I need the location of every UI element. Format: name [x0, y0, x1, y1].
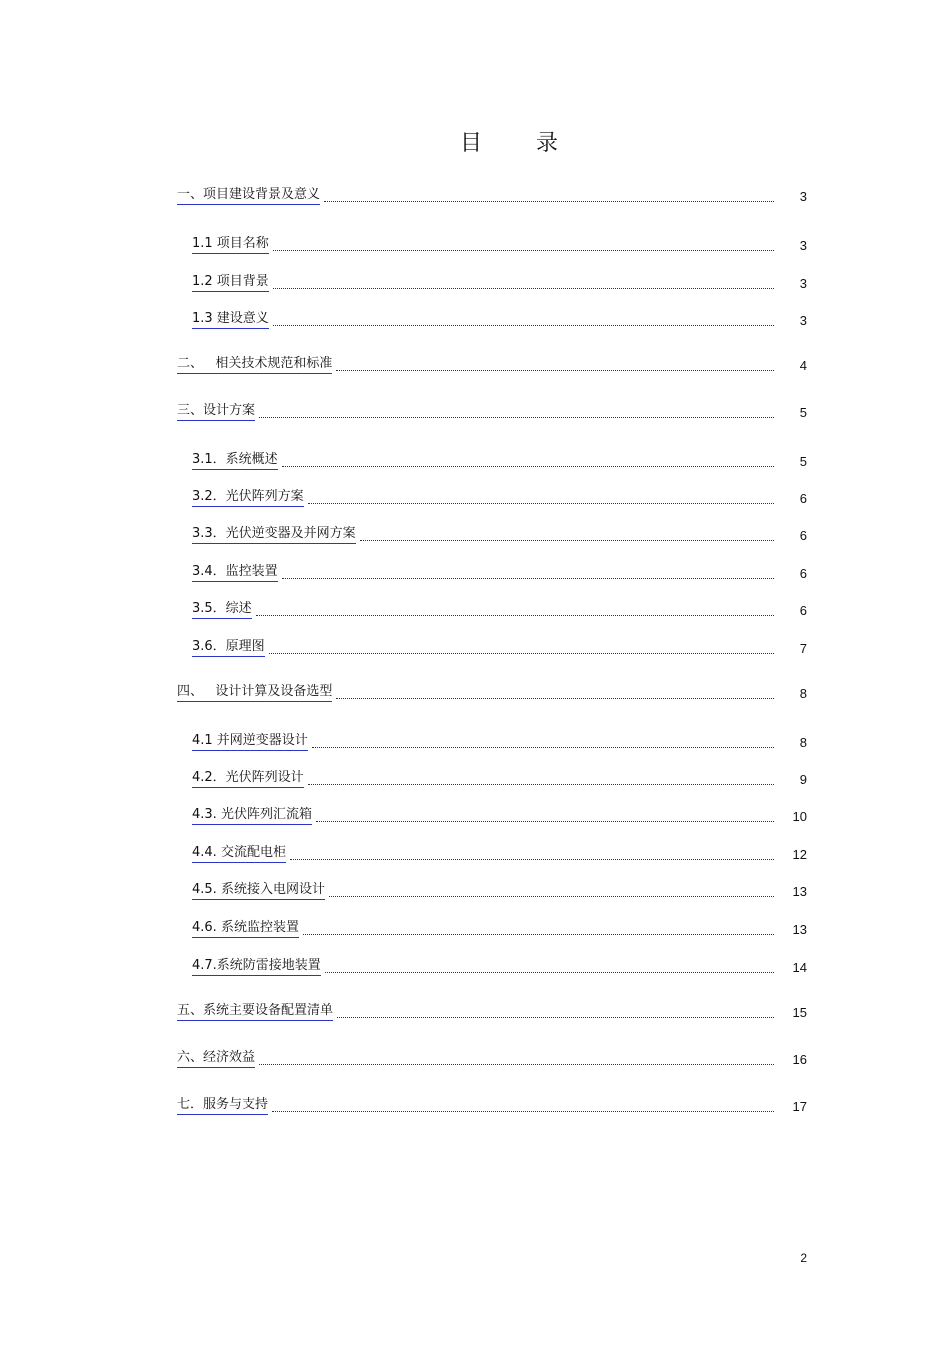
toc-leader-dots: [360, 539, 774, 541]
toc-entry-label[interactable]: 3.5．综述: [192, 601, 252, 619]
toc-entry-label[interactable]: 4.1 并网逆变器设计: [192, 733, 308, 751]
toc-leader-dots: [324, 200, 774, 202]
toc-leader-dots: [282, 465, 774, 467]
toc-entry[interactable]: [192, 524, 807, 544]
toc-page-number: 10: [792, 809, 807, 824]
toc-entry[interactable]: [192, 918, 807, 938]
toc-entry[interactable]: [192, 731, 807, 751]
toc-entry-label[interactable]: 4.2．光伏阵列设计: [192, 770, 304, 788]
toc-page-number: 8: [799, 686, 807, 701]
toc-entry[interactable]: [177, 1048, 807, 1068]
toc-page-number: 9: [799, 772, 807, 787]
toc-entry[interactable]: [192, 843, 807, 863]
toc-leader-dots: [256, 614, 774, 616]
toc-entry-label[interactable]: 五、系统主要设备配置清单: [177, 1003, 333, 1021]
toc-entry-label[interactable]: 1.2 项目背景: [192, 274, 269, 292]
toc-entry-label[interactable]: 1.1 项目名称: [192, 236, 269, 254]
toc-page-number: 6: [799, 603, 807, 618]
toc-entry[interactable]: [177, 354, 807, 374]
toc-entry[interactable]: [177, 185, 807, 205]
toc-entry[interactable]: [192, 450, 807, 470]
toc-entry-label[interactable]: 4.5. 系统接入电网设计: [192, 882, 325, 900]
toc-leader-dots: [303, 933, 774, 935]
toc-page-number: 4: [799, 358, 807, 373]
toc-page-number: 17: [792, 1099, 807, 1114]
toc-leader-dots: [336, 369, 774, 371]
toc-entry-label[interactable]: 二、 相关技术规范和标准: [177, 356, 332, 374]
toc-page-number: 6: [799, 566, 807, 581]
toc-page-number: 7: [799, 641, 807, 656]
toc-leader-dots: [316, 820, 774, 822]
toc-entry[interactable]: [177, 1095, 807, 1115]
toc-entry[interactable]: [192, 768, 807, 788]
toc-page-number: 15: [792, 1005, 807, 1020]
toc-entry-label[interactable]: 3.2．光伏阵列方案: [192, 489, 304, 507]
toc-entry[interactable]: [192, 234, 807, 254]
toc-entry[interactable]: [177, 401, 807, 421]
toc-leader-dots: [290, 858, 774, 860]
toc-entry-label[interactable]: 3.4．监控装置: [192, 564, 278, 582]
toc-entry-label[interactable]: 3.6．原理图: [192, 639, 265, 657]
toc-entry[interactable]: [192, 880, 807, 900]
toc-page-number: 8: [799, 735, 807, 750]
toc-page-number: 13: [792, 884, 807, 899]
toc-page-number: 3: [799, 238, 807, 253]
toc-leader-dots: [269, 652, 774, 654]
toc-leader-dots: [308, 502, 774, 504]
toc-entry-label[interactable]: 四、 设计计算及设备选型: [177, 684, 332, 702]
toc-page-number: 3: [799, 276, 807, 291]
toc-title: [0, 126, 950, 157]
toc-leader-dots: [337, 1016, 774, 1018]
toc-leader-dots: [259, 1063, 774, 1065]
toc-page-number: 12: [792, 847, 807, 862]
toc-page-number: 5: [799, 454, 807, 469]
toc-leader-dots: [336, 697, 774, 699]
toc-entry-label[interactable]: 3.3．光伏逆变器及并网方案: [192, 526, 356, 544]
toc-title-char-1: 目: [459, 131, 484, 156]
toc-leader-dots: [312, 746, 774, 748]
toc-page-number: 5: [799, 405, 807, 420]
toc-entry-label[interactable]: 1.3 建设意义: [192, 311, 269, 329]
toc-entry[interactable]: [192, 805, 807, 825]
page-number: 2: [800, 1251, 807, 1265]
toc-entry[interactable]: [177, 682, 807, 702]
toc-entry-label[interactable]: 4.3. 光伏阵列汇流箱: [192, 807, 312, 825]
toc-entry-label[interactable]: 三、设计方案: [177, 403, 255, 421]
toc-entry-label[interactable]: 七．服务与支持: [177, 1097, 268, 1115]
toc-entry-label[interactable]: 4.4. 交流配电柜: [192, 845, 286, 863]
toc-leader-dots: [273, 287, 774, 289]
toc-entry[interactable]: [192, 637, 807, 657]
toc-page-number: 3: [799, 313, 807, 328]
toc-page-number: 6: [799, 491, 807, 506]
toc-title-char-2: 录: [536, 131, 561, 156]
toc-page-number: 13: [792, 922, 807, 937]
toc-entry[interactable]: [192, 599, 807, 619]
toc-page-number: 16: [792, 1052, 807, 1067]
toc-entry[interactable]: [192, 309, 807, 329]
toc-leader-dots: [325, 971, 774, 973]
toc-leader-dots: [308, 783, 774, 785]
toc-leader-dots: [259, 416, 774, 418]
toc-leader-dots: [273, 324, 774, 326]
toc-entry[interactable]: [192, 562, 807, 582]
toc-page-number: 6: [799, 528, 807, 543]
toc-page-number: 14: [792, 960, 807, 975]
toc-entry[interactable]: [192, 956, 807, 976]
toc-leader-dots: [282, 577, 774, 579]
toc-entry[interactable]: [177, 1001, 807, 1021]
toc-leader-dots: [272, 1110, 774, 1112]
toc-page-number: 3: [799, 189, 807, 204]
toc-entry-label[interactable]: 4.6. 系统监控装置: [192, 920, 299, 938]
toc-entry-label[interactable]: 4.7.系统防雷接地装置: [192, 958, 321, 976]
toc-entry-label[interactable]: 一、项目建设背景及意义: [177, 187, 320, 205]
toc-entry[interactable]: [192, 487, 807, 507]
toc-entry-label[interactable]: 六、经济效益: [177, 1050, 255, 1068]
toc-entry[interactable]: [192, 272, 807, 292]
toc-leader-dots: [329, 895, 774, 897]
toc-entry-label[interactable]: 3.1．系统概述: [192, 452, 278, 470]
toc-leader-dots: [273, 249, 774, 251]
